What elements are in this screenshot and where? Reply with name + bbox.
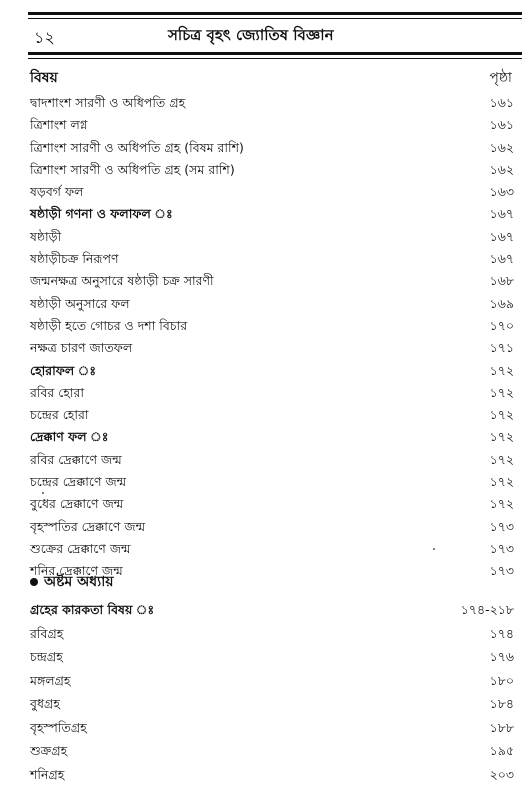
entry-label: রবির দ্রেক্কাণে জন্ম bbox=[30, 451, 122, 467]
entry-label: বুধগ্রহ bbox=[30, 696, 60, 711]
entry-page-number: ১৭২ bbox=[489, 496, 514, 512]
entry-label: দ্রেক্কাণ ফল ঃ bbox=[30, 429, 109, 445]
toc-row bbox=[30, 622, 518, 646]
toc-row bbox=[30, 315, 518, 337]
toc-row bbox=[30, 226, 518, 248]
section-heading-row bbox=[30, 360, 518, 382]
header-bottom-rule bbox=[28, 52, 522, 59]
page-header bbox=[28, 16, 522, 48]
entry-label: ষষ্ঠাড়ী গণনা ও ফলাফল ঃ bbox=[30, 206, 173, 222]
chapter-contents-list bbox=[30, 598, 518, 786]
entry-page-number: ১৭৬ bbox=[489, 649, 514, 664]
entry-page-number: ১৭৩ bbox=[489, 563, 514, 579]
toc-row bbox=[30, 645, 518, 669]
page-number: ১২ bbox=[34, 28, 55, 47]
entry-page-number: ১৬৭ bbox=[489, 206, 514, 222]
entry-page-number: ১৭৪ bbox=[489, 625, 514, 641]
entry-page-number: ১৬৮ bbox=[489, 273, 514, 289]
entry-label: ত্রিশাংশ সারণী ও অধিপতি গ্রহ (সম রাশি) bbox=[30, 161, 235, 177]
subject-heading: বিষয় bbox=[30, 70, 58, 86]
entry-label: জন্মনক্ষত্র অনুসারে ষষ্ঠাড়ী চক্র সারণী bbox=[30, 273, 214, 289]
entry-label: বৃহস্পতির দ্রেক্কাণে জন্ম bbox=[30, 518, 146, 534]
entry-label: চন্দ্রগ্রহ bbox=[30, 649, 63, 664]
entry-label: শনির দ্রেক্কাণে জন্ম bbox=[30, 563, 123, 579]
entry-page-number: ১৭০ bbox=[489, 317, 514, 333]
entry-page-number: ১৬৯ bbox=[489, 295, 514, 311]
entry-label: দ্বাদশাংশ সারণী ও অধিপতি গ্রহ bbox=[30, 95, 186, 110]
chapter-heading bbox=[30, 570, 114, 594]
entry-page-number: ১৭২ bbox=[489, 407, 514, 423]
entry-page-number: ১৭১ bbox=[489, 340, 514, 356]
entry-page-number: ২০৩ bbox=[489, 766, 514, 782]
entry-label: চন্দ্রের দ্রেক্কাণে জন্ম bbox=[30, 474, 127, 490]
running-title: সচিত্র বৃহৎ জ্যোতিষ বিজ্ঞান bbox=[168, 26, 334, 44]
entry-label: ত্রিশাংশ লগ্ন bbox=[30, 117, 88, 133]
toc-row bbox=[30, 114, 518, 136]
entry-label: রবিগ্রহ bbox=[30, 625, 64, 641]
toc-row bbox=[30, 92, 518, 114]
toc-row bbox=[30, 337, 518, 359]
contents-list bbox=[30, 92, 518, 583]
toc-row bbox=[30, 137, 518, 159]
entry-label: গ্রহের কারকতা বিষয় ঃ bbox=[30, 602, 155, 617]
entry-page-number: ১৭৩ bbox=[489, 540, 514, 556]
section-heading-row bbox=[30, 426, 518, 448]
entry-label: ষষ্ঠাড়ী হতে গোচর ও দশা বিচার bbox=[30, 317, 188, 333]
entry-label: নক্ষত্র চারণ জাতফল bbox=[30, 340, 133, 356]
entry-page-number: ১৮৮ bbox=[489, 719, 514, 735]
entry-page-number: ১৭২ bbox=[489, 451, 514, 467]
toc-row bbox=[30, 716, 518, 740]
column-headings bbox=[30, 64, 518, 86]
entry-page-number: ১৬১ bbox=[489, 95, 514, 110]
chapter-title: অষ্টম অধ্যায় bbox=[44, 574, 114, 590]
entry-page-number: ১৬২ bbox=[489, 161, 514, 177]
entry-page-number: ১৭৩ bbox=[489, 518, 514, 534]
toc-row bbox=[30, 739, 518, 763]
print-speck bbox=[42, 492, 44, 494]
entry-label: বুধের দ্রেক্কাণে জন্ম bbox=[30, 496, 124, 512]
bullet-icon bbox=[30, 578, 38, 586]
entry-page-number: ১৬১ bbox=[489, 117, 514, 133]
entry-label: ষষ্ঠাড়ী bbox=[30, 228, 62, 244]
toc-row bbox=[30, 493, 518, 515]
toc-row bbox=[30, 449, 518, 471]
toc-row bbox=[30, 538, 518, 560]
toc-row bbox=[30, 669, 518, 693]
entry-label: চন্দ্রের হোরা bbox=[30, 407, 89, 423]
entry-label: রবির হোরা bbox=[30, 384, 85, 400]
entry-label: শনিগ্রহ bbox=[30, 766, 65, 782]
entry-label: ষষ্ঠাড়ী অনুসারে ফল bbox=[30, 295, 130, 311]
entry-page-number: ১৭২ bbox=[489, 362, 514, 378]
toc-row bbox=[30, 248, 518, 270]
page-heading: পৃষ্ঠা bbox=[489, 70, 512, 86]
entry-page-number: ১৭২ bbox=[489, 429, 514, 445]
entry-label: শুক্রগ্রহ bbox=[30, 743, 68, 758]
toc-row bbox=[30, 471, 518, 493]
entry-page-number: ১৬৭ bbox=[489, 228, 514, 244]
entry-label: ষষ্ঠাড়ীচক্র নিরূপণ bbox=[30, 251, 119, 267]
entry-page-number: ১৭২ bbox=[489, 474, 514, 490]
entry-page-number: ১৮০ bbox=[489, 672, 514, 688]
toc-row bbox=[30, 763, 518, 787]
entry-page-number: ১৭২ bbox=[489, 384, 514, 400]
entry-page-number: ১৬৩ bbox=[489, 184, 514, 200]
toc-row bbox=[30, 404, 518, 426]
toc-row bbox=[30, 293, 518, 315]
entry-label: ষড়বর্গ ফল bbox=[30, 184, 84, 200]
entry-page-number: ১৭৪-২১৮ bbox=[460, 602, 514, 617]
entry-page-number: ১৬৭ bbox=[489, 251, 514, 267]
section-heading-row bbox=[30, 203, 518, 225]
toc-row bbox=[30, 516, 518, 538]
toc-row bbox=[30, 159, 518, 181]
entry-label: শুক্রের দ্রেক্কাণে জন্ম bbox=[30, 540, 131, 556]
entry-page-number: ১৬২ bbox=[489, 139, 514, 155]
entry-label: ত্রিশাংশ সারণী ও অধিপতি গ্রহ (বিষম রাশি) bbox=[30, 139, 244, 155]
toc-row bbox=[30, 382, 518, 404]
toc-row bbox=[30, 692, 518, 716]
entry-label: বৃহস্পতিগ্রহ bbox=[30, 719, 87, 735]
entry-label: হোরাফল ঃ bbox=[30, 362, 97, 378]
entry-page-number: ১৯৫ bbox=[489, 743, 514, 758]
print-speck bbox=[433, 548, 435, 550]
section-heading-row bbox=[30, 598, 518, 622]
toc-row bbox=[30, 270, 518, 292]
entry-label: মঙ্গলগ্রহ bbox=[30, 672, 71, 688]
toc-row bbox=[30, 181, 518, 203]
entry-page-number: ১৮৪ bbox=[489, 696, 514, 711]
